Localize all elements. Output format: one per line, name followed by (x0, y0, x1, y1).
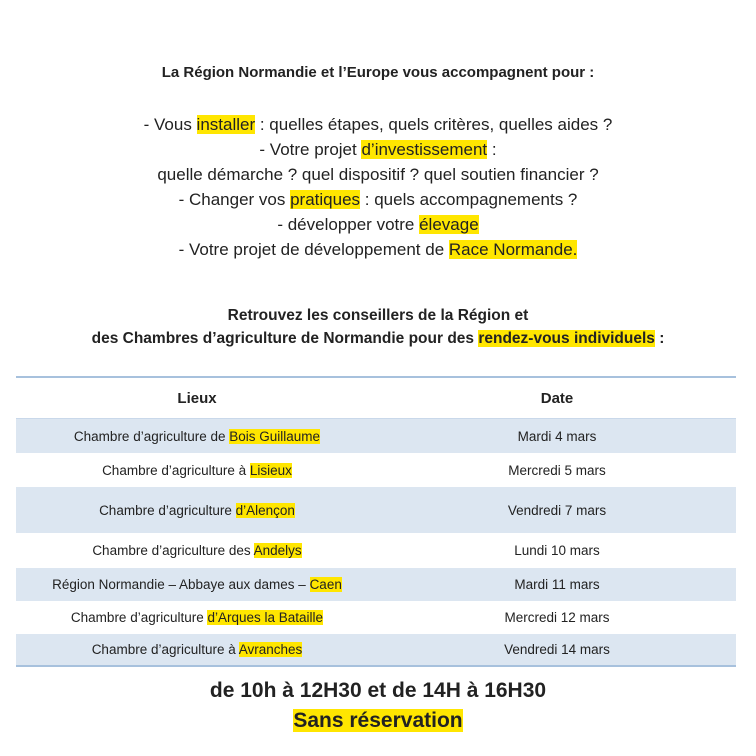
highlight: d’investissement (361, 140, 488, 159)
retrouvez-block (0, 304, 756, 350)
highlight: d’Alençon (235, 502, 295, 518)
highlight: Race Normande. (448, 240, 578, 259)
bullet-line: - Votre projet de développement de Race Normande. (178, 240, 578, 259)
table-header-row (16, 378, 736, 419)
intro-title: La Région Normandie et l’Europe vous accompagnent pour : (161, 64, 595, 81)
cell-date: Vendredi 7 mars (507, 502, 607, 518)
highlight: élevage (419, 215, 479, 234)
cell-date: Mercredi 12 mars (504, 610, 610, 625)
table-row (16, 601, 736, 634)
bullet-list (0, 112, 756, 262)
reservation-text: Sans réservation (293, 709, 463, 732)
highlight: rendez-vous individuels (478, 330, 655, 347)
bullet-line: - Changer vos pratiques : quels accompagnements ? (178, 190, 578, 209)
highlight: Caen (309, 577, 342, 592)
highlight: Bois Guillaume (229, 428, 321, 444)
schedule-table (16, 376, 736, 667)
retrouvez-line2: des Chambres d’agriculture de Normandie pour des rendez-vous individuels : (91, 330, 665, 347)
cell-lieu: Chambre d’agriculture d’Arques la Bataille (70, 610, 324, 625)
highlight: Lisieux (249, 462, 292, 478)
bullet-line: - Vous installer : quelles étapes, quels critères, quelles aides ? (143, 115, 613, 134)
header-lieux: Lieux (177, 389, 217, 407)
highlight: pratiques (290, 190, 361, 209)
table-row (16, 453, 736, 487)
highlight: Avranches (238, 642, 303, 657)
bullet-line: quelle démarche ? quel dispositif ? quel soutien financier ? (157, 165, 599, 184)
hours-text: de 10h à 12H30 et de 14H à 16H30 (209, 679, 547, 702)
highlight: installer (196, 115, 256, 134)
header-date: Date (540, 389, 574, 407)
table-row (16, 568, 736, 601)
highlight: d’Arques la Bataille (207, 610, 324, 625)
table-row (16, 634, 736, 665)
highlight: Andelys (253, 543, 302, 558)
bullet-line: - Votre projet d’investissement : (259, 140, 497, 159)
table-row (16, 533, 736, 568)
cell-lieu: Chambre d’agriculture d’Alençon (99, 502, 295, 518)
cell-lieu: Chambre d’agriculture à Avranches (91, 642, 303, 657)
cell-date: Mardi 11 mars (514, 577, 600, 592)
cell-lieu: Chambre d’agriculture de Bois Guillaume (73, 428, 321, 444)
cell-date: Vendredi 14 mars (504, 642, 610, 657)
table-row (16, 487, 736, 533)
reservation-line (0, 709, 756, 733)
cell-date: Mardi 4 mars (517, 428, 597, 444)
cell-lieu: Chambre d’agriculture à Lisieux (102, 462, 292, 478)
bullet-line: - développer votre élevage (277, 215, 479, 234)
cell-date: Lundi 10 mars (514, 543, 600, 558)
cell-date: Mercredi 5 mars (508, 462, 606, 478)
retrouvez-line1: Retrouvez les conseillers de la Région et (227, 307, 529, 324)
cell-lieu: Chambre d’agriculture des Andelys (92, 543, 302, 558)
cell-lieu: Région Normandie – Abbaye aux dames – Caen (52, 577, 342, 592)
table-row (16, 419, 736, 453)
